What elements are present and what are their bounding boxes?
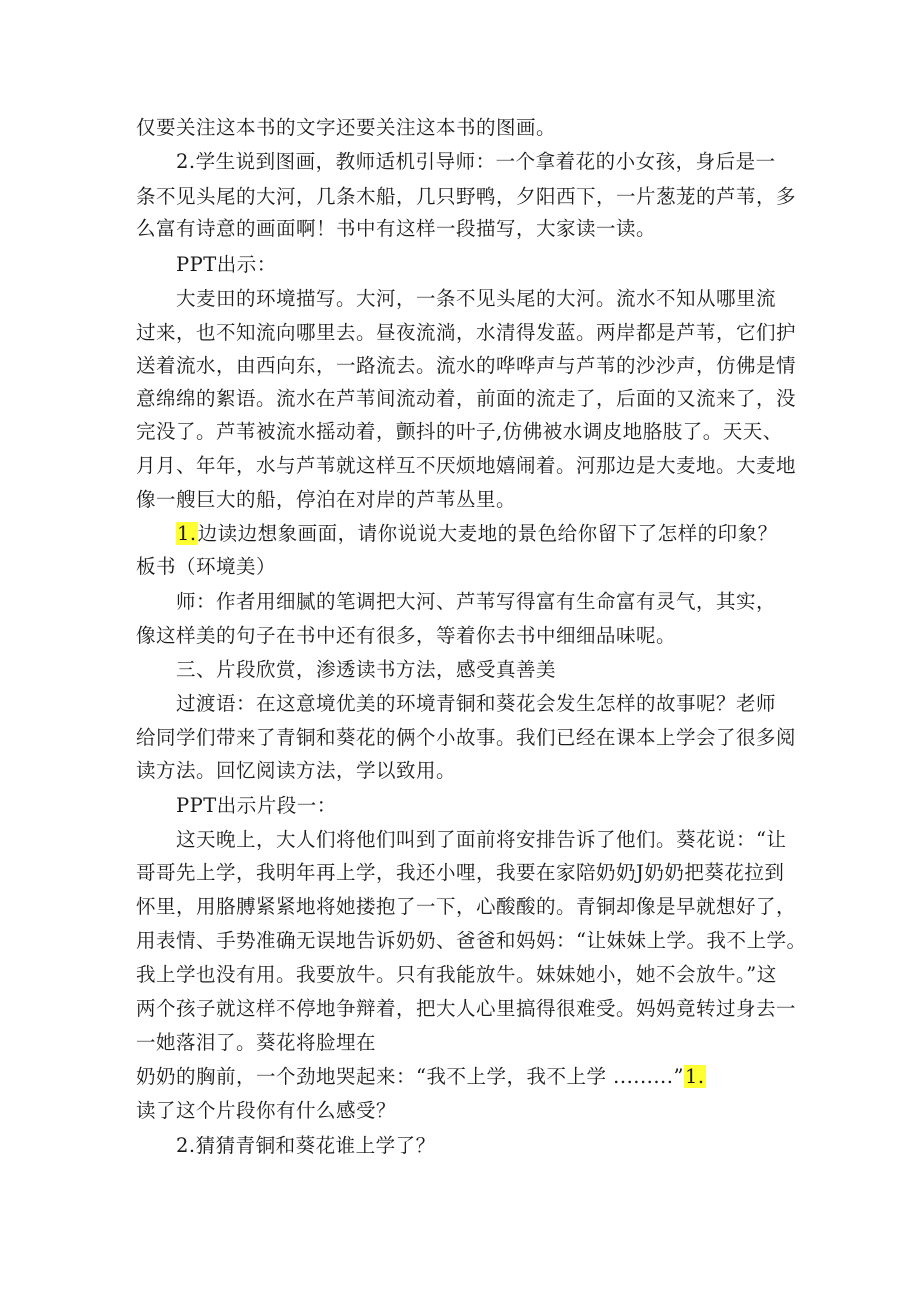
text-line: 一她落泪了。葵花将脸埋在 [136, 1031, 377, 1054]
text-line: 像这样美的句子在书中还有很多，等着你去书中细细品味呢。 [136, 624, 677, 647]
text-line: 板书（环境美） [136, 555, 277, 578]
text-line: 师：作者用细腻的笔调把大河、芦苇写得富有生命富有灵气，其实， [176, 590, 777, 613]
text-line: 这天晚上，大人们将他们叫到了面前将安排告诉了他们。葵花说：“让 [176, 828, 787, 851]
text-line: 送着流水，由西向东，一路流去。流水的哗哗声与芦苇的沙沙声，仿佛是情 [136, 354, 797, 377]
text-line-numbered [176, 521, 796, 547]
text-line: 过渡语：在这意境优美的环境青铜和葵花会发生怎样的故事呢？老师 [176, 692, 777, 715]
text-line: 用表情、手势准确无误地告诉奶奶、爸爸和妈妈：“让妹妹上学。我不上学。 [136, 929, 807, 952]
text-line: 2.学生说到图画，教师适机引导师：一个拿着花的小女孩，身后是一 [176, 150, 776, 173]
text-line: PPT出示片段一： [176, 794, 337, 817]
text-line: 怀里，用胳膊紧紧地将她搂抱了一下，心酸酸的。青铜却像是早就想好了， [136, 895, 797, 918]
text-line: 意绵绵的絮语。流水在芦苇间流动着，前面的流走了，后面的又流来了，没 [136, 387, 797, 410]
text-line: 完没了。芦苇被流水摇动着，颤抖的叶子,仿佛被水调皮地胳肢了。天天、 [136, 420, 783, 443]
text-line: 么富有诗意的画面啊！书中有这样一段描写，大家读一读。 [136, 217, 657, 240]
text-line-numbered [136, 1064, 796, 1090]
text-line: 条不见头尾的大河，几条木船，几只野鸭，夕阳西下，一片葱茏的芦苇，多 [136, 185, 797, 208]
highlight-marker: 1. [684, 1065, 705, 1088]
line-text: 边读边想象画面，请你说说大麦地的景色给你留下了怎样的印象？ [197, 522, 778, 545]
highlight-marker: 1. [177, 522, 197, 545]
text-line: 读了这个片段你有什么感受？ [136, 1099, 397, 1122]
text-line: 月月、年年，水与芦苇就这样互不厌烦地嬉闹着。河那边是大麦地。大麦地 [136, 454, 797, 477]
text-line: 读方法。回忆阅读方法，学以致用。 [136, 759, 457, 782]
section-heading: 三、片段欣赏，渗透读书方法，感受真善美 [176, 658, 557, 681]
text-line: 大麦田的环境描写。大河，一条不见头尾的大河。流水不知从哪里流 [176, 287, 777, 310]
line-text: 奶奶的胸前，一个劲地哭起来：“我不上学，我不上学 .........” [136, 1065, 684, 1088]
text-line: 过来，也不知流向哪里去。昼夜流淌，水清得发蓝。两岸都是芦苇，它们护 [136, 321, 797, 344]
text-line: 给同学们带来了青铜和葵花的俩个小故事。我们已经在课本上学会了很多阅 [136, 726, 797, 749]
text-line: 两个孩子就这样不停地争辩着，把大人心里搞得很难受。妈妈竟转过身去一 [136, 997, 797, 1020]
text-line: 我上学也没有用。我要放牛。只有我能放牛。妹妹她小，她不会放牛。”这 [136, 963, 777, 986]
text-line: 2.猜猜青铜和葵花谁上学了？ [176, 1134, 436, 1157]
text-line: PPT出示： [176, 253, 277, 276]
text-line: 像一艘巨大的船，停泊在对岸的芦苇丛里。 [136, 488, 517, 511]
text-line: 哥哥先上学，我明年再上学，我还小哩，我要在家陪奶奶J奶奶把葵花拉到 [136, 861, 785, 884]
text-line: 仅要关注这本书的文字还要关注这本书的图画。 [136, 116, 557, 139]
